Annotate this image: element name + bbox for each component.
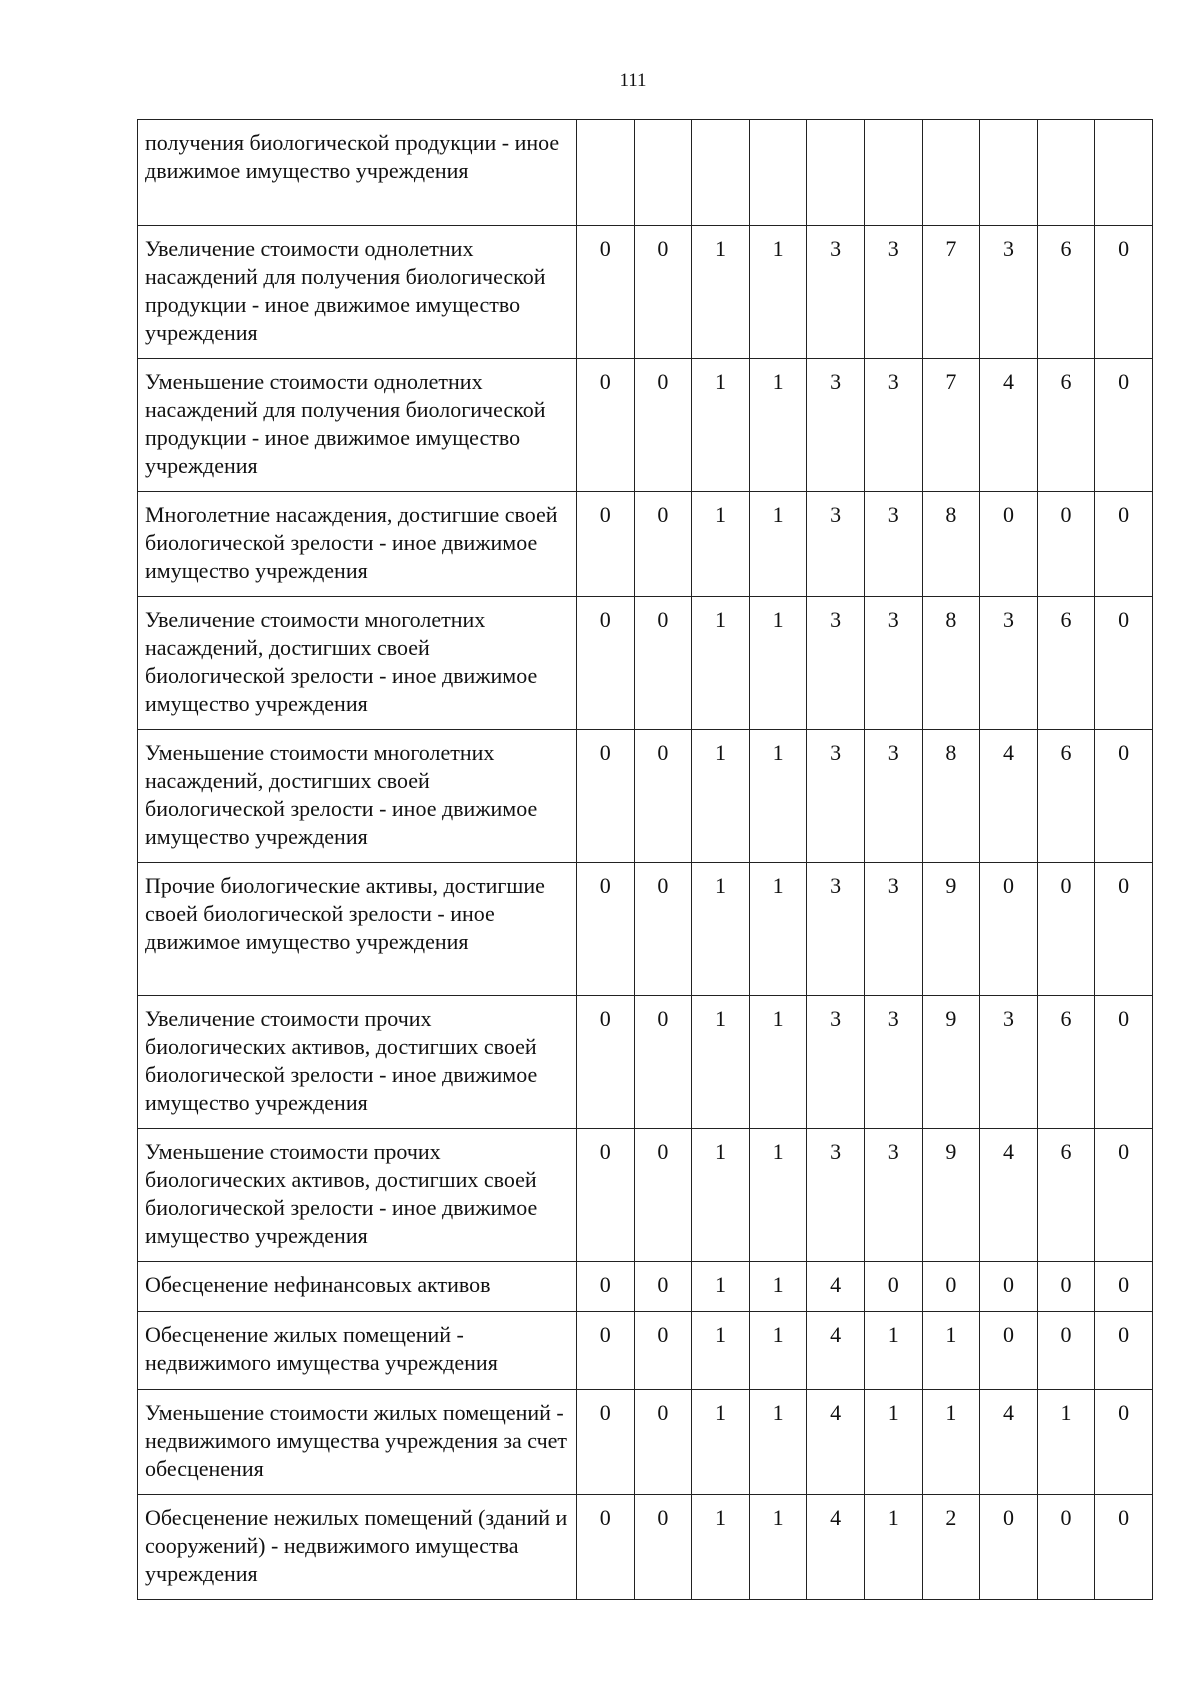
account-code-table [137, 119, 1153, 1600]
code-digit-cell: 1 [692, 996, 750, 1129]
code-digit-cell: 3 [807, 996, 865, 1129]
code-digit-cell: 1 [749, 492, 807, 597]
code-digit-cell: 1 [922, 1390, 980, 1495]
code-digit-cell: 0 [577, 863, 635, 996]
code-digit-cell: 1 [692, 1262, 750, 1312]
account-description-cell: Обесценение нежилых помещений (зданий и сооружений) - недвижимого имущества учреждения [138, 1495, 577, 1600]
account-description-cell: Увеличение стоимости многолетних насаждений, достигших своей биологической зрелости - иное движимое имущество учреждения [138, 597, 577, 730]
code-digit-cell: 6 [1037, 730, 1095, 863]
code-digit-cell: 3 [864, 597, 922, 730]
code-digit-cell: 3 [864, 996, 922, 1129]
code-digit-cell: 1 [749, 1390, 807, 1495]
table-row [138, 996, 1153, 1129]
code-digit-cell: 1 [749, 1129, 807, 1262]
code-digit-cell: 0 [634, 359, 692, 492]
code-digit-cell: 0 [1037, 1312, 1095, 1390]
code-digit-cell: 0 [980, 492, 1038, 597]
code-digit-cell: 0 [634, 1390, 692, 1495]
code-digit-cell: 0 [577, 1312, 635, 1390]
code-digit-cell: 3 [864, 359, 922, 492]
code-digit-cell: 0 [1095, 597, 1153, 730]
code-digit-cell: 1 [692, 492, 750, 597]
code-digit-cell: 3 [807, 597, 865, 730]
code-digit-cell [864, 120, 922, 226]
account-description-cell: Уменьшение стоимости однолетних насаждений для получения биологической продукции - иное движимое имущество учреждения [138, 359, 577, 492]
table-row [138, 226, 1153, 359]
code-digit-cell: 4 [980, 1129, 1038, 1262]
code-digit-cell: 6 [1037, 226, 1095, 359]
code-digit-cell: 1 [692, 359, 750, 492]
code-digit-cell: 0 [577, 359, 635, 492]
code-digit-cell: 1 [749, 996, 807, 1129]
code-digit-cell: 1 [749, 1312, 807, 1390]
code-digit-cell: 1 [749, 863, 807, 996]
code-digit-cell: 0 [1095, 863, 1153, 996]
code-digit-cell: 6 [1037, 996, 1095, 1129]
code-digit-cell: 6 [1037, 597, 1095, 730]
code-digit-cell: 3 [864, 492, 922, 597]
code-digit-cell: 1 [749, 597, 807, 730]
code-digit-cell: 9 [922, 863, 980, 996]
table-row [138, 1312, 1153, 1390]
code-digit-cell: 0 [577, 1390, 635, 1495]
code-digit-cell: 0 [577, 996, 635, 1129]
code-digit-cell: 0 [980, 1312, 1038, 1390]
code-digit-cell: 0 [577, 730, 635, 863]
code-digit-cell: 1 [922, 1312, 980, 1390]
code-digit-cell: 0 [577, 1262, 635, 1312]
code-digit-cell: 0 [864, 1262, 922, 1312]
code-digit-cell [980, 120, 1038, 226]
code-digit-cell: 2 [922, 1495, 980, 1600]
account-description-cell: Уменьшение стоимости прочих биологических активов, достигших своей биологической зрелости - иное движимое имущество учреждения [138, 1129, 577, 1262]
code-digit-cell: 0 [634, 1262, 692, 1312]
code-digit-cell: 4 [807, 1390, 865, 1495]
code-digit-cell: 6 [1037, 359, 1095, 492]
code-digit-cell: 0 [634, 226, 692, 359]
code-digit-cell: 4 [807, 1312, 865, 1390]
account-description-cell: Прочие биологические активы, достигшие своей биологической зрелости - иное движимое имущество учреждения [138, 863, 577, 996]
table-row [138, 863, 1153, 996]
account-description-cell: Обесценение нефинансовых активов [138, 1262, 577, 1312]
code-digit-cell: 3 [980, 996, 1038, 1129]
table-row [138, 359, 1153, 492]
code-digit-cell: 3 [864, 1129, 922, 1262]
code-digit-cell: 0 [577, 492, 635, 597]
code-digit-cell: 6 [1037, 1129, 1095, 1262]
code-digit-cell: 0 [980, 1262, 1038, 1312]
code-digit-cell: 8 [922, 597, 980, 730]
code-digit-cell: 0 [1037, 863, 1095, 996]
code-digit-cell: 0 [634, 492, 692, 597]
code-digit-cell: 3 [807, 492, 865, 597]
code-digit-cell: 3 [807, 359, 865, 492]
code-digit-cell: 0 [577, 226, 635, 359]
code-digit-cell [749, 120, 807, 226]
code-digit-cell: 0 [1037, 492, 1095, 597]
code-digit-cell: 0 [1095, 730, 1153, 863]
code-digit-cell: 0 [922, 1262, 980, 1312]
code-digit-cell: 4 [807, 1262, 865, 1312]
code-digit-cell [577, 120, 635, 226]
code-digit-cell: 1 [692, 1495, 750, 1600]
table-row [138, 1262, 1153, 1312]
code-digit-cell: 0 [1095, 359, 1153, 492]
code-digit-cell: 0 [1095, 492, 1153, 597]
account-description-cell: Уменьшение стоимости жилых помещений - недвижимого имущества учреждения за счет обесценения [138, 1390, 577, 1495]
code-digit-cell: 3 [807, 1129, 865, 1262]
code-digit-cell: 0 [577, 597, 635, 730]
account-description-cell: получения биологической продукции - иное движимое имущество учреждения [138, 120, 577, 226]
code-digit-cell: 9 [922, 1129, 980, 1262]
code-digit-cell: 1 [692, 730, 750, 863]
code-digit-cell: 1 [749, 1262, 807, 1312]
code-digit-cell: 0 [1095, 1312, 1153, 1390]
code-digit-cell: 1 [692, 863, 750, 996]
code-digit-cell [1095, 120, 1153, 226]
account-description-cell: Увеличение стоимости однолетних насаждений для получения биологической продукции - иное движимое имущество учреждения [138, 226, 577, 359]
table-row [138, 730, 1153, 863]
code-digit-cell: 1 [1037, 1390, 1095, 1495]
code-digit-cell [807, 120, 865, 226]
table-row [138, 597, 1153, 730]
code-digit-cell: 0 [1095, 1129, 1153, 1262]
code-digit-cell: 1 [749, 226, 807, 359]
table-row [138, 120, 1153, 226]
code-digit-cell [692, 120, 750, 226]
code-digit-cell: 0 [634, 1129, 692, 1262]
code-digit-cell: 8 [922, 492, 980, 597]
page-number: 111 [619, 70, 647, 91]
account-description-cell: Многолетние насаждения, достигшие своей биологической зрелости - иное движимое имущество учреждения [138, 492, 577, 597]
code-digit-cell: 0 [634, 730, 692, 863]
code-digit-cell: 0 [634, 863, 692, 996]
code-digit-cell: 0 [1095, 1390, 1153, 1495]
code-digit-cell: 0 [1037, 1262, 1095, 1312]
code-digit-cell: 3 [807, 730, 865, 863]
code-digit-cell: 1 [692, 1312, 750, 1390]
code-digit-cell: 4 [980, 359, 1038, 492]
code-digit-cell [1037, 120, 1095, 226]
account-description-cell: Увеличение стоимости прочих биологических активов, достигших своей биологической зрелости - иное движимое имущество учреждения [138, 996, 577, 1129]
code-digit-cell: 3 [864, 863, 922, 996]
table-row [138, 492, 1153, 597]
code-digit-cell: 1 [864, 1312, 922, 1390]
code-digit-cell: 3 [864, 226, 922, 359]
code-digit-cell: 0 [634, 996, 692, 1129]
account-description-cell: Обесценение жилых помещений - недвижимого имущества учреждения [138, 1312, 577, 1390]
code-digit-cell: 9 [922, 996, 980, 1129]
table-row [138, 1390, 1153, 1495]
code-digit-cell: 1 [749, 359, 807, 492]
code-digit-cell [922, 120, 980, 226]
code-digit-cell: 1 [864, 1495, 922, 1600]
code-digit-cell: 0 [1095, 1262, 1153, 1312]
code-digit-cell: 3 [980, 597, 1038, 730]
code-digit-cell: 0 [577, 1495, 635, 1600]
code-digit-cell: 0 [1095, 996, 1153, 1129]
code-digit-cell: 3 [864, 730, 922, 863]
code-digit-cell: 0 [980, 863, 1038, 996]
code-digit-cell: 1 [692, 1129, 750, 1262]
code-digit-cell: 4 [807, 1495, 865, 1600]
code-digit-cell: 0 [634, 1312, 692, 1390]
code-digit-cell: 3 [807, 226, 865, 359]
code-digit-cell: 7 [922, 226, 980, 359]
code-digit-cell: 1 [864, 1390, 922, 1495]
code-digit-cell: 1 [749, 730, 807, 863]
code-digit-cell: 0 [980, 1495, 1038, 1600]
code-digit-cell: 0 [1037, 1495, 1095, 1600]
code-digit-cell: 1 [692, 226, 750, 359]
code-digit-cell: 4 [980, 1390, 1038, 1495]
code-digit-cell: 0 [1095, 226, 1153, 359]
table-row [138, 1495, 1153, 1600]
code-digit-cell: 0 [577, 1129, 635, 1262]
code-digit-cell: 0 [634, 1495, 692, 1600]
code-digit-cell: 4 [980, 730, 1038, 863]
account-description-cell: Уменьшение стоимости многолетних насаждений, достигших своей биологической зрелости - иное движимое имущество учреждения [138, 730, 577, 863]
code-digit-cell [634, 120, 692, 226]
code-digit-cell: 1 [749, 1495, 807, 1600]
code-digit-cell: 7 [922, 359, 980, 492]
code-digit-cell: 1 [692, 597, 750, 730]
code-digit-cell: 3 [807, 863, 865, 996]
table-row [138, 1129, 1153, 1262]
code-digit-cell: 0 [634, 597, 692, 730]
code-digit-cell: 0 [1095, 1495, 1153, 1600]
code-digit-cell: 8 [922, 730, 980, 863]
code-digit-cell: 3 [980, 226, 1038, 359]
code-digit-cell: 1 [692, 1390, 750, 1495]
